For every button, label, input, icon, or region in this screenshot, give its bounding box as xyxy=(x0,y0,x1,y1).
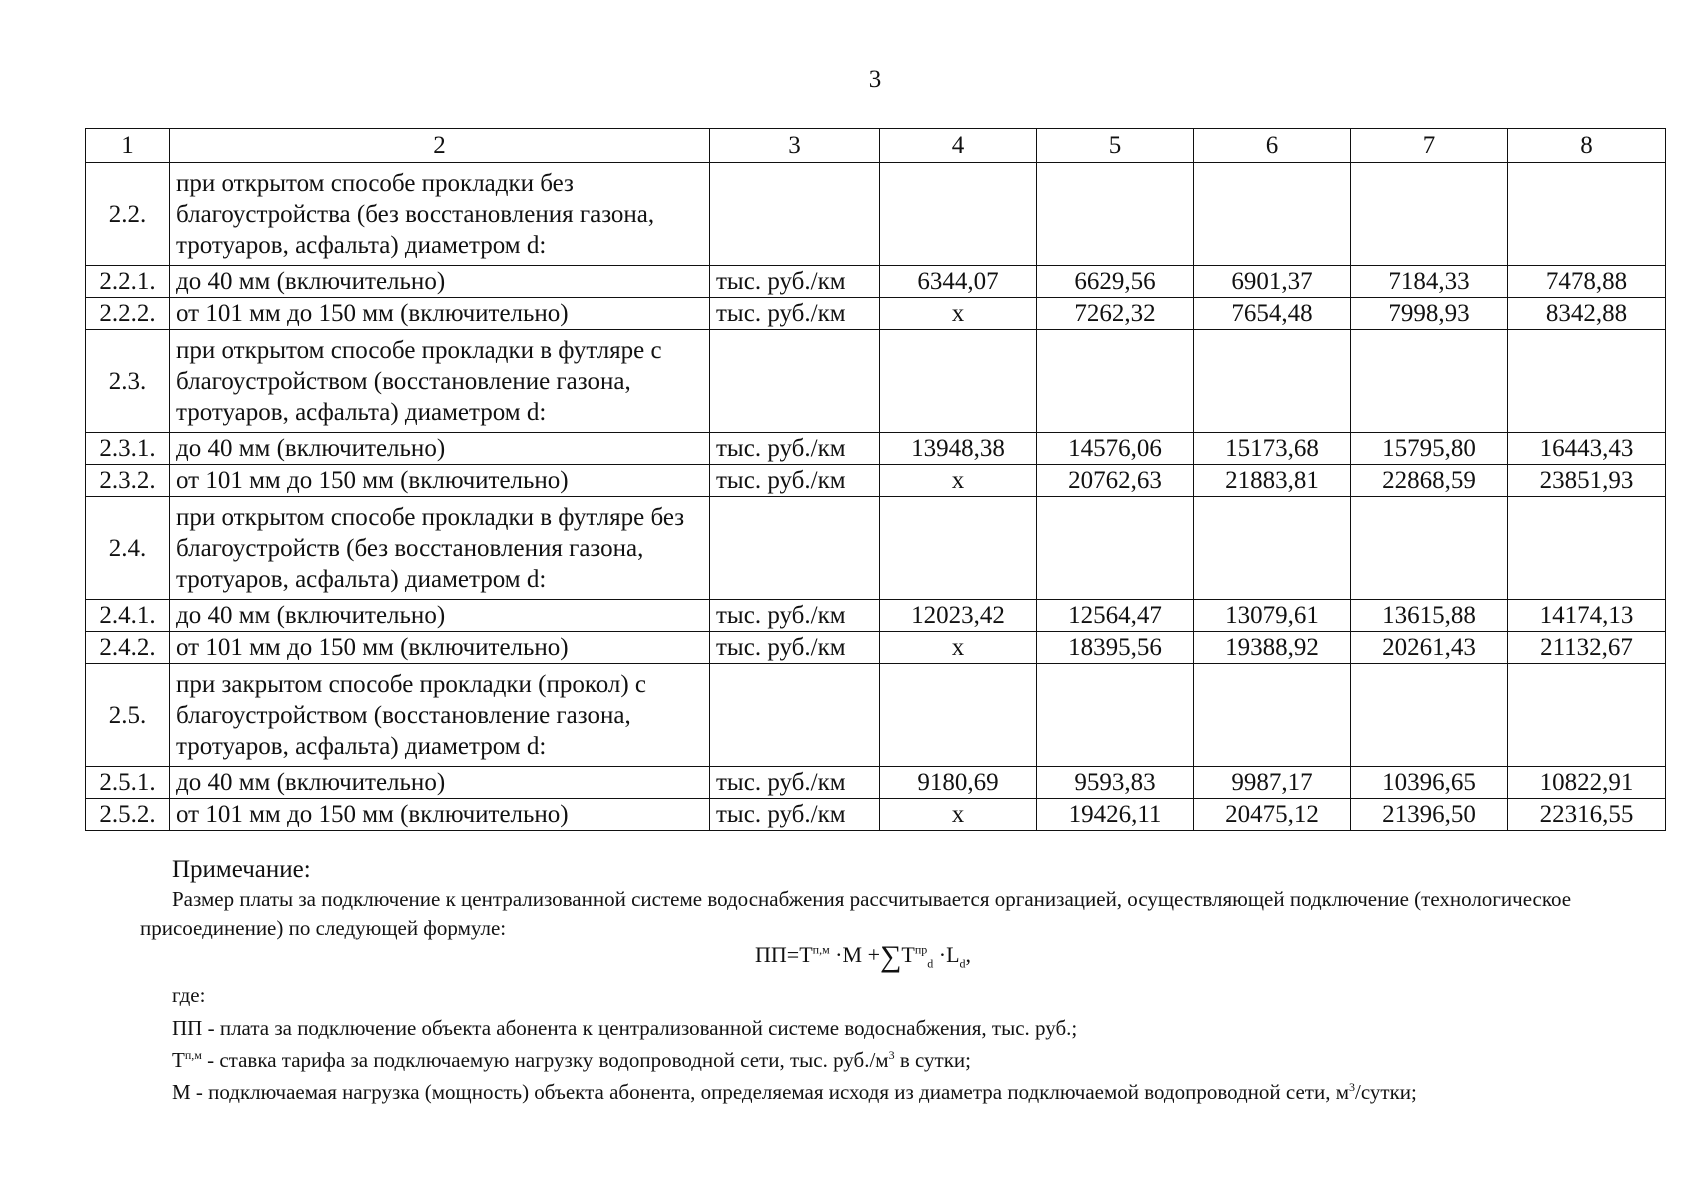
section-row xyxy=(86,330,1666,433)
formula-t2-sup: пр xyxy=(914,942,928,957)
row-value: 16443,43 xyxy=(1508,433,1666,465)
definition-sup: 3 xyxy=(888,1048,895,1062)
row-value xyxy=(1508,163,1666,266)
row-value: 15795,80 xyxy=(1351,433,1508,465)
row-value: 14174,13 xyxy=(1508,600,1666,632)
row-number: 2.3.2. xyxy=(86,465,170,497)
row-value xyxy=(1037,497,1194,600)
formula-l-sub: d xyxy=(959,956,966,971)
row-value xyxy=(1037,163,1194,266)
row-value xyxy=(880,664,1037,767)
row-value: 22316,55 xyxy=(1508,799,1666,831)
row-value xyxy=(1037,330,1194,433)
formula-dot-l: ·L xyxy=(938,942,960,967)
header-cell: 2 xyxy=(170,129,710,163)
row-description: от 101 мм до 150 мм (включительно) xyxy=(170,298,710,330)
row-value: 20475,12 xyxy=(1194,799,1351,831)
header-cell: 8 xyxy=(1508,129,1666,163)
row-value: 10396,65 xyxy=(1351,767,1508,799)
row-number: 2.5.1. xyxy=(86,767,170,799)
row-description: до 40 мм (включительно) xyxy=(170,767,710,799)
row-description: при закрытом способе прокладки (прокол) с благоустройством (восстановление газона, тротуаров, асфальта) диаметром d: xyxy=(170,664,710,767)
fee-formula xyxy=(755,940,971,974)
definition-text: в сутки; xyxy=(894,1048,972,1072)
row-unit: тыс. руб./км xyxy=(710,465,880,497)
row-value: 6901,37 xyxy=(1194,266,1351,298)
row-unit xyxy=(710,330,880,433)
row-unit: тыс. руб./км xyxy=(710,767,880,799)
header-row xyxy=(86,129,1666,163)
header-cell: 1 xyxy=(86,129,170,163)
row-value: 9180,69 xyxy=(880,767,1037,799)
row-number: 2.3. xyxy=(86,330,170,433)
formula-plus: + xyxy=(867,942,880,967)
row-unit xyxy=(710,497,880,600)
row-value: 10822,91 xyxy=(1508,767,1666,799)
tariff-table xyxy=(85,128,1666,831)
row-value: 19388,92 xyxy=(1194,632,1351,664)
definition-t xyxy=(172,1048,971,1073)
row-value: 7654,48 xyxy=(1194,298,1351,330)
definition-symbol: Т xyxy=(172,1048,185,1072)
row-value: 20261,43 xyxy=(1351,632,1508,664)
row-value: 7262,32 xyxy=(1037,298,1194,330)
row-value: 18395,56 xyxy=(1037,632,1194,664)
formula-t: Т xyxy=(799,942,813,967)
row-unit: тыс. руб./км xyxy=(710,600,880,632)
section-row xyxy=(86,664,1666,767)
row-description: от 101 мм до 150 мм (включительно) xyxy=(170,632,710,664)
row-value: x xyxy=(880,298,1037,330)
row-description: до 40 мм (включительно) xyxy=(170,600,710,632)
row-description: до 40 мм (включительно) xyxy=(170,433,710,465)
row-unit: тыс. руб./км xyxy=(710,266,880,298)
table-row xyxy=(86,799,1666,831)
row-value xyxy=(1508,330,1666,433)
definition-text: М - подключаемая нагрузка (мощность) объекта абонента, определяемая исходя из диаметра подключаемой водопроводной сети, м xyxy=(172,1080,1350,1104)
note-paragraph: Размер платы за подключение к централизованной системе водоснабжения рассчитывается организацией, осуществляющей подключение (технологическое присоединение) по следующей формуле: xyxy=(140,887,1572,940)
row-value xyxy=(1037,664,1194,767)
row-description: от 101 мм до 150 мм (включительно) xyxy=(170,799,710,831)
row-number: 2.3.1. xyxy=(86,433,170,465)
section-row xyxy=(86,497,1666,600)
row-value: 7184,33 xyxy=(1351,266,1508,298)
row-value: 20762,63 xyxy=(1037,465,1194,497)
row-value xyxy=(880,163,1037,266)
row-value: x xyxy=(880,465,1037,497)
row-value xyxy=(1194,330,1351,433)
row-value xyxy=(1508,664,1666,767)
row-value: 13079,61 xyxy=(1194,600,1351,632)
formula-dot-m: ·М xyxy=(835,942,863,967)
row-value: 12023,42 xyxy=(880,600,1037,632)
definition-text: ПП - плата за подключение объекта абонента к централизованной системе водоснабжения, тыс. руб.; xyxy=(172,1016,1078,1040)
row-value: 22868,59 xyxy=(1351,465,1508,497)
sum-symbol: ∑ xyxy=(879,940,902,973)
row-description: от 101 мм до 150 мм (включительно) xyxy=(170,465,710,497)
row-value: x xyxy=(880,632,1037,664)
row-value xyxy=(1351,497,1508,600)
formula-eq: = xyxy=(786,942,800,967)
row-value: 7998,93 xyxy=(1351,298,1508,330)
note-title: Примечание: xyxy=(172,856,311,883)
row-value: 19426,11 xyxy=(1037,799,1194,831)
row-unit: тыс. руб./км xyxy=(710,632,880,664)
row-value xyxy=(1194,163,1351,266)
row-value xyxy=(880,330,1037,433)
row-unit: тыс. руб./км xyxy=(710,433,880,465)
definition-text: /сутки; xyxy=(1355,1080,1417,1104)
header-cell: 7 xyxy=(1351,129,1508,163)
row-number: 2.2. xyxy=(86,163,170,266)
table-row xyxy=(86,433,1666,465)
row-value: 21883,81 xyxy=(1194,465,1351,497)
row-value: 6629,56 xyxy=(1037,266,1194,298)
table-row xyxy=(86,298,1666,330)
row-description: при открытом способе прокладки в футляре без благоустройств (без восстановления газона, тротуаров, асфальта) диаметром d: xyxy=(170,497,710,600)
formula-comma: , xyxy=(965,942,972,967)
row-description: при открытом способе прокладки в футляре с благоустройством (восстановление газона, тротуаров, асфальта) диаметром d: xyxy=(170,330,710,433)
header-cell: 4 xyxy=(880,129,1037,163)
page-number: 3 xyxy=(868,66,882,93)
row-value xyxy=(1351,163,1508,266)
row-value: 9593,83 xyxy=(1037,767,1194,799)
row-number: 2.2.2. xyxy=(86,298,170,330)
row-value: 12564,47 xyxy=(1037,600,1194,632)
row-value xyxy=(1508,497,1666,600)
formula-t2: Т xyxy=(901,942,915,967)
definition-sup: п,м xyxy=(184,1048,202,1062)
row-number: 2.4. xyxy=(86,497,170,600)
row-value: 7478,88 xyxy=(1508,266,1666,298)
row-description: при открытом способе прокладки без благоустройства (без восстановления газона, тротуаров, асфальта) диаметром d: xyxy=(170,163,710,266)
row-unit xyxy=(710,163,880,266)
row-number: 2.2.1. xyxy=(86,266,170,298)
row-value: 13948,38 xyxy=(880,433,1037,465)
where-label: где: xyxy=(172,983,206,1007)
row-value: x xyxy=(880,799,1037,831)
header-cell: 5 xyxy=(1037,129,1194,163)
row-value xyxy=(1194,497,1351,600)
row-value: 14576,06 xyxy=(1037,433,1194,465)
formula-t-sup: п,м xyxy=(812,942,830,957)
row-unit: тыс. руб./км xyxy=(710,298,880,330)
row-value xyxy=(1194,664,1351,767)
definition-m xyxy=(172,1080,1417,1105)
row-number: 2.4.1. xyxy=(86,600,170,632)
table-row xyxy=(86,266,1666,298)
table-row xyxy=(86,465,1666,497)
row-value: 23851,93 xyxy=(1508,465,1666,497)
row-description: до 40 мм (включительно) xyxy=(170,266,710,298)
row-value: 13615,88 xyxy=(1351,600,1508,632)
row-unit: тыс. руб./км xyxy=(710,799,880,831)
formula-lhs: ПП xyxy=(755,942,787,967)
definition-pp xyxy=(172,1016,1077,1041)
row-value: 8342,88 xyxy=(1508,298,1666,330)
row-number: 2.5. xyxy=(86,664,170,767)
row-value xyxy=(880,497,1037,600)
row-value: 15173,68 xyxy=(1194,433,1351,465)
table-row xyxy=(86,767,1666,799)
row-value: 21396,50 xyxy=(1351,799,1508,831)
row-value xyxy=(1351,330,1508,433)
header-cell: 6 xyxy=(1194,129,1351,163)
row-value: 21132,67 xyxy=(1508,632,1666,664)
row-unit xyxy=(710,664,880,767)
definition-sup: 3 xyxy=(1349,1080,1356,1094)
header-cell: 3 xyxy=(710,129,880,163)
definition-text: - ставка тарифа за подключаемую нагрузку водопроводной сети, тыс. руб./м xyxy=(201,1048,889,1072)
row-number: 2.5.2. xyxy=(86,799,170,831)
formula-t2-sub: d xyxy=(927,956,934,971)
section-row xyxy=(86,163,1666,266)
table-row xyxy=(86,600,1666,632)
row-value: 6344,07 xyxy=(880,266,1037,298)
row-value xyxy=(1351,664,1508,767)
row-value: 9987,17 xyxy=(1194,767,1351,799)
table-row xyxy=(86,632,1666,664)
row-number: 2.4.2. xyxy=(86,632,170,664)
